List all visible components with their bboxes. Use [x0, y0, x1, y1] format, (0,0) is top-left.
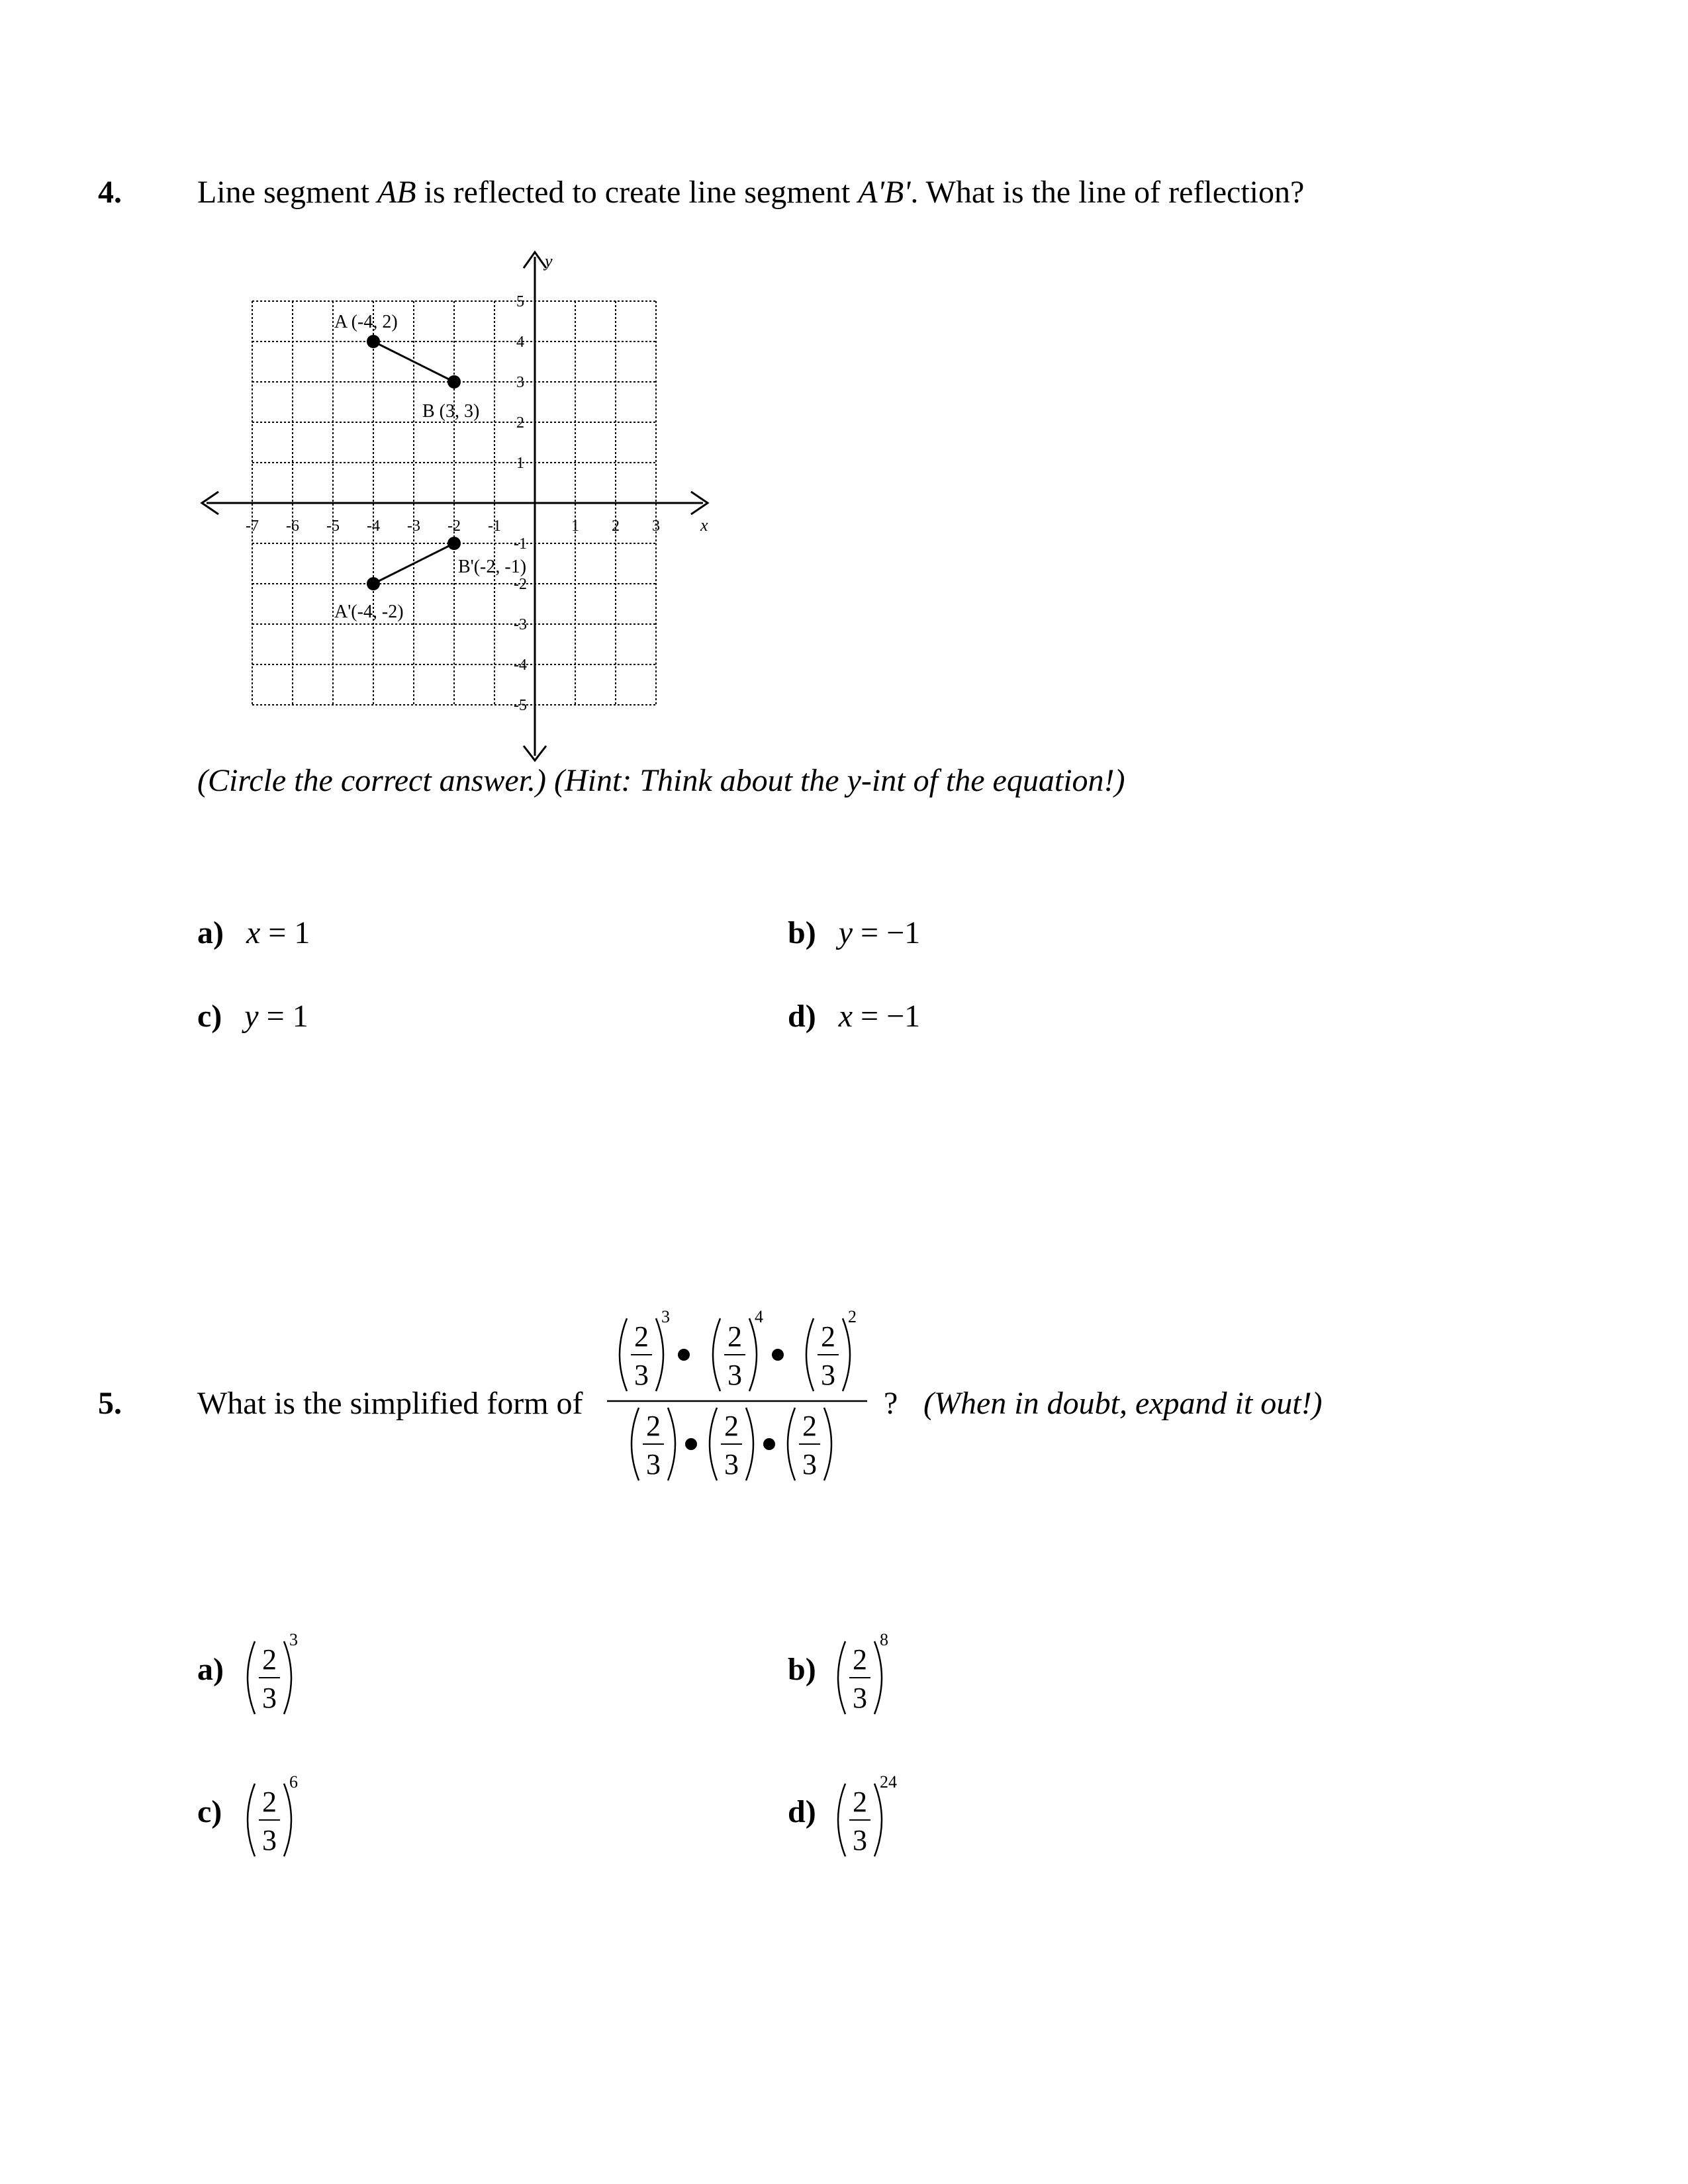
- right-paren: [656, 1318, 663, 1391]
- q5-choice-b-fraction[interactable]: [825, 1618, 912, 1724]
- exponent: 2: [848, 1307, 857, 1326]
- choice-equation: [839, 915, 920, 950]
- question-5-prompt: What is the simplified form of: [197, 1386, 583, 1421]
- question-mark: ?: [884, 1386, 898, 1421]
- point-labels: [334, 312, 526, 622]
- eq-sign: =: [268, 915, 287, 950]
- q4-choice-d[interactable]: [788, 998, 920, 1034]
- left-paren: [838, 1784, 845, 1856]
- left-paren: [788, 1408, 795, 1480]
- exponent: 8: [880, 1630, 888, 1649]
- fraction-numerator: 2: [727, 1320, 742, 1353]
- segment-line: [373, 341, 454, 382]
- choice-equation: [839, 999, 920, 1034]
- right-paren: [874, 1784, 882, 1856]
- eq-var: y: [838, 915, 853, 950]
- right-paren: [746, 1408, 753, 1480]
- fraction-denominator: 3: [724, 1448, 739, 1480]
- exponent: 3: [661, 1307, 670, 1326]
- point-label-b: B (3, 3): [422, 401, 480, 422]
- denominator: [632, 1408, 831, 1480]
- fraction-denominator: 3: [634, 1359, 649, 1391]
- q4-choice-b[interactable]: [788, 915, 920, 951]
- choice-letter: d): [788, 999, 816, 1034]
- fraction-numerator: 2: [724, 1410, 739, 1442]
- x-tick-label: -7: [246, 518, 259, 535]
- y-tick-label: 1: [516, 455, 524, 472]
- eq-sign: =: [861, 915, 879, 950]
- x-tick-label: -5: [326, 518, 340, 535]
- point-label-b-prime: B'(-2, -1): [458, 557, 527, 577]
- choice-letter: c): [197, 999, 222, 1034]
- multiply-dot: [763, 1438, 775, 1450]
- left-paren: [248, 1784, 255, 1856]
- segment-ab-name: AB: [377, 175, 416, 210]
- eq-value: 1: [294, 915, 310, 950]
- q5-choice-a-letter[interactable]: a): [197, 1652, 224, 1687]
- segment-endpoint: [367, 577, 380, 590]
- multiply-dot: [685, 1438, 697, 1450]
- exponent: 3: [289, 1630, 298, 1649]
- fraction-denominator: 3: [262, 1824, 277, 1856]
- y-axis-label: y: [545, 251, 553, 271]
- right-paren: [824, 1408, 831, 1480]
- choice-equation: [244, 999, 308, 1034]
- fraction-denominator: 3: [646, 1448, 661, 1480]
- y-tick-label: 5: [516, 293, 524, 310]
- segment-line: [373, 543, 454, 584]
- question-4-prompt: [197, 174, 1304, 210]
- eq-var: x: [246, 915, 261, 950]
- question-5-number: 5.: [98, 1386, 122, 1421]
- left-paren: [620, 1318, 627, 1391]
- numerator: [620, 1307, 857, 1391]
- fraction-two-thirds: [620, 1307, 670, 1391]
- left-paren: [710, 1408, 717, 1480]
- exponent: 4: [755, 1307, 763, 1326]
- q5-choice-c-letter[interactable]: c): [197, 1794, 222, 1829]
- coordinate-graph: [192, 242, 722, 771]
- right-paren: [843, 1318, 850, 1391]
- q4-choice-c[interactable]: [197, 998, 308, 1034]
- question-5-hint: (When in doubt, expand it out!): [923, 1386, 1323, 1421]
- q4-choice-a[interactable]: [197, 915, 310, 951]
- fraction-two-thirds: [632, 1408, 675, 1480]
- q5-choice-b-letter[interactable]: b): [788, 1652, 816, 1687]
- x-tick-label: -1: [488, 518, 501, 535]
- y-tick-label: -2: [514, 576, 527, 593]
- fraction-numerator: 2: [262, 1643, 277, 1676]
- x-tick-label: -4: [367, 518, 380, 535]
- y-tick-label: 2: [516, 414, 524, 432]
- y-tick-label: 3: [516, 374, 524, 391]
- x-tick-label: 2: [612, 518, 620, 535]
- fraction-denominator: 3: [262, 1682, 277, 1714]
- left-paren: [713, 1318, 720, 1391]
- prompt-part: Line segment: [197, 175, 377, 210]
- right-paren: [874, 1641, 882, 1714]
- right-paren: [749, 1318, 757, 1391]
- choice-equation: [246, 915, 310, 950]
- fraction-denominator: 3: [853, 1682, 867, 1714]
- x-axis-label: x: [700, 516, 708, 535]
- fraction-numerator: 2: [634, 1320, 649, 1353]
- fraction-denominator: 3: [821, 1359, 835, 1391]
- fraction-two-thirds: [788, 1408, 831, 1480]
- segment-a-prime-b-prime-name: A'B': [858, 175, 911, 210]
- fraction-two-thirds: [713, 1307, 763, 1391]
- y-tick-label: -5: [514, 697, 527, 714]
- axes: [202, 251, 708, 760]
- eq-var: x: [838, 999, 853, 1034]
- y-tick-label: 4: [516, 334, 524, 351]
- right-paren: [284, 1784, 291, 1856]
- q5-choice-d-fraction[interactable]: [825, 1760, 912, 1866]
- fraction-numerator: 2: [802, 1410, 817, 1442]
- point-label-a: A (-4, 2): [334, 312, 398, 332]
- segment-endpoint: [447, 375, 461, 388]
- multiply-dot: [678, 1349, 690, 1361]
- prompt-part: is reflected to create line segment: [416, 175, 859, 210]
- fraction-two-thirds: [806, 1307, 857, 1391]
- q5-choice-a-fraction[interactable]: [235, 1618, 321, 1724]
- left-paren: [632, 1408, 639, 1480]
- fraction-two-thirds: [248, 1772, 298, 1856]
- fraction-two-thirds: [710, 1408, 753, 1480]
- fraction-two-thirds: [838, 1772, 897, 1856]
- fraction-two-thirds: [248, 1630, 298, 1714]
- eq-sign: =: [861, 999, 879, 1034]
- fraction-denominator: 3: [727, 1359, 742, 1391]
- point-label-a-prime: A'(-4, -2): [334, 602, 404, 622]
- x-tick-label: -6: [286, 518, 299, 535]
- fraction-numerator: 2: [821, 1320, 835, 1353]
- right-paren: [284, 1641, 291, 1714]
- left-paren: [838, 1641, 845, 1714]
- y-tick-label: -1: [514, 535, 527, 553]
- choice-letter: a): [197, 915, 224, 950]
- fraction-numerator: 2: [853, 1643, 867, 1676]
- compound-fraction: [599, 1297, 877, 1502]
- eq-sign: =: [266, 999, 285, 1034]
- eq-value: 1: [292, 999, 308, 1034]
- x-tick-label: -3: [407, 518, 420, 535]
- exponent: 24: [880, 1772, 897, 1792]
- right-paren: [668, 1408, 675, 1480]
- question-4-number: 4.: [98, 175, 122, 210]
- exponent: 6: [289, 1772, 298, 1792]
- y-tick-label: -3: [514, 616, 527, 633]
- question-4-hint: (Circle the correct answer.) (Hint: Think about the y-int of the equation!): [197, 763, 1125, 798]
- choice-letter: b): [788, 915, 816, 950]
- x-tick-label: -2: [447, 518, 461, 535]
- left-paren: [806, 1318, 814, 1391]
- x-tick-label: 1: [571, 518, 579, 535]
- multiply-dot: [772, 1349, 784, 1361]
- x-tick-label: 3: [652, 518, 660, 535]
- eq-var: y: [244, 999, 259, 1034]
- q5-choice-d-letter[interactable]: d): [788, 1794, 816, 1829]
- fraction-numerator: 2: [853, 1786, 867, 1818]
- y-tick-label: -4: [514, 657, 527, 674]
- fraction-denominator: 3: [853, 1824, 867, 1856]
- fraction-two-thirds: [838, 1630, 888, 1714]
- q5-choice-c-fraction[interactable]: [235, 1760, 321, 1866]
- fraction-numerator: 2: [262, 1786, 277, 1818]
- fraction-numerator: 2: [646, 1410, 661, 1442]
- fraction-denominator: 3: [802, 1448, 817, 1480]
- left-paren: [248, 1641, 255, 1714]
- segment-endpoint: [447, 537, 461, 550]
- segment-endpoint: [367, 335, 380, 348]
- eq-value: −1: [886, 915, 921, 950]
- eq-value: −1: [886, 999, 921, 1034]
- prompt-part: . What is the line of reflection?: [910, 175, 1305, 210]
